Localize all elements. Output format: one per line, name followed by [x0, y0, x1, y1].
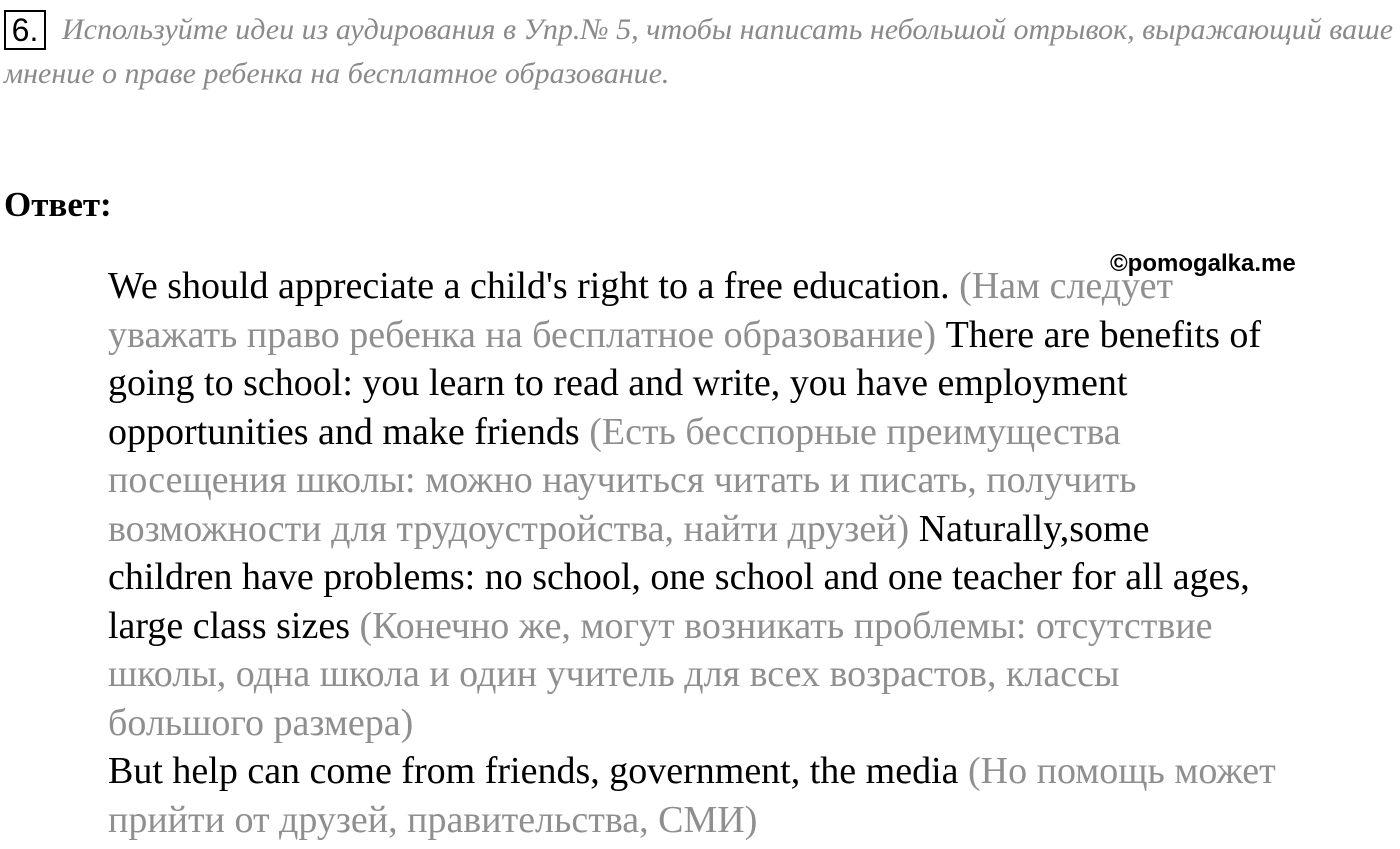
english-text: opportunities and make friends	[108, 410, 590, 453]
english-text: There are benefits of	[945, 313, 1262, 356]
russian-translation: (Нам следует	[959, 265, 1174, 307]
russian-translation: прийти от друзей, правительства, СМИ)	[108, 798, 758, 841]
russian-translation: уважать право ребенка на бесплатное образование)	[108, 313, 946, 356]
answer-line	[108, 553, 1398, 602]
task-number-box: 6.	[4, 10, 46, 50]
watermark: ©pomogalka.me	[1110, 250, 1296, 277]
russian-translation: школы, одна школа и один учитель для всех возрастов, классы	[108, 653, 1120, 695]
english-text: large class sizes	[108, 604, 360, 647]
answer-body	[108, 262, 1398, 844]
russian-translation: (Есть бесспорные преимущества	[589, 410, 1121, 453]
answer-line	[108, 747, 1398, 796]
answer-line	[108, 359, 1398, 408]
english-text: going to school: you learn to read and write, you have employment	[108, 362, 1128, 404]
english-text: Naturally,some	[918, 507, 1150, 550]
russian-translation: большого размера)	[108, 701, 414, 744]
russian-translation: (Конечно же, могут возникать проблемы: отсутствие	[359, 604, 1213, 647]
russian-translation: возможности для трудоустройства, найти друзей)	[108, 507, 919, 550]
answer-label: Ответ:	[4, 185, 112, 224]
english-text: We should appreciate a child's right to a free education.	[108, 265, 960, 307]
answer-line	[108, 699, 1398, 748]
answer-line	[108, 505, 1398, 554]
answer-line	[108, 456, 1398, 505]
russian-translation: посещения школы: можно научиться читать и писать, получить	[108, 459, 1137, 501]
english-text: But help can come from friends, government, the media	[108, 750, 969, 792]
task-instruction: Используйте идеи из аудирования в Упр.№ 5, чтобы написать небольшой отрывок, выражающий ваше мнение о праве ребенка на бесплатное образование.	[4, 13, 1394, 90]
russian-translation: (Но помощь может	[968, 750, 1276, 792]
answer-line	[108, 650, 1398, 699]
answer-line	[108, 311, 1398, 360]
answer-line	[108, 796, 1398, 845]
answer-line	[108, 602, 1398, 651]
english-text: children have problems: no school, one school and one teacher for all ages,	[108, 556, 1250, 598]
answer-line	[108, 408, 1398, 457]
